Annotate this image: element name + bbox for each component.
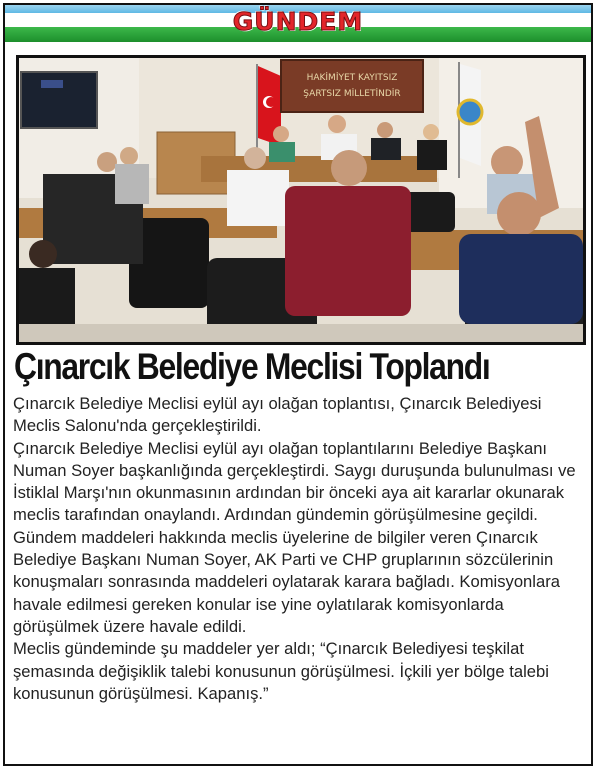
svg-text:ŞARTSIZ MİLLETİNDİR: ŞARTSIZ MİLLETİNDİR [303, 89, 401, 99]
section-title: GÜNDEM [232, 7, 364, 36]
article-photo [16, 55, 586, 345]
article-headline: Çınarcık Belediye Meclisi Toplandı [14, 346, 490, 387]
article-paragraph: Meclis gündeminde şu maddeler yer aldı; “Çınarcık Belediyesi teşkilat şemasında değişiklik talebi konusunun görüşülmesi. İçkili yer bölge talebi konusunun görüşülmesi. Kapanış.” [13, 639, 549, 703]
wall-banner-text: HAKİMİYET KAYITSIZ [306, 73, 398, 83]
article-body [13, 393, 588, 705]
article-paragraph: Çınarcık Belediye Meclisi eylül ayı olağan toplantılarını Belediye Başkanı Numan Soyer başkanlığında gerçekleştirdi. Saygı duruşunda bulunulması ve İstiklal Marşı'nın okunmasının ardından bir önceki aya ait kararlar okunarak meclis tarafından onaylandı. Ardından gündemin görüşülmesine geçildi. Gündem maddeleri hakkında meclis üyelerine de bilgiler veren Çınarcık Belediye Başkanı Numan Soyer, AK Parti ve CHP gruplarının sözcülerinin konuşmaları sonrasında maddeleri oylatarak karara bağladı. Komisyonlara havale edilmesi gereken konular ise yine oylatılarak komisyonlarda görüşülmek üzere havale edildi. [13, 438, 576, 636]
council-meeting-illustration [19, 58, 583, 342]
article-paragraph: Çınarcık Belediye Meclisi eylül ayı olağan toplantısı, Çınarcık Belediyesi Meclis Salonu'nda gerçekleştirildi. [13, 394, 542, 436]
section-banner [5, 5, 591, 43]
